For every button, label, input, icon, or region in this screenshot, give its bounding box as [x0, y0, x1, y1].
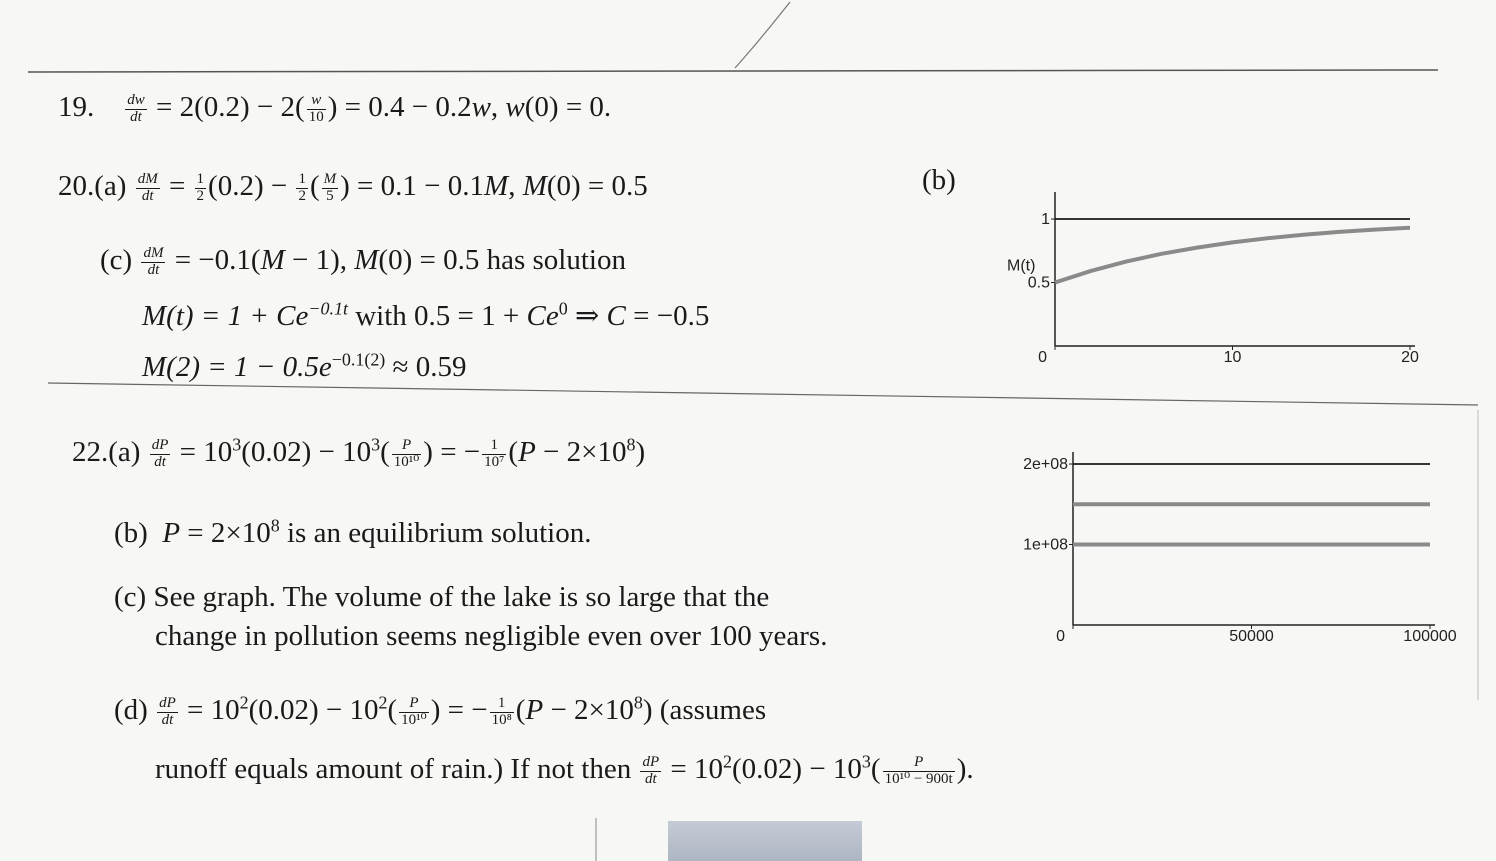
y-tick-label: 1 — [1041, 211, 1050, 229]
problem-22d: (d) $\frac{dP}{dt}$ = $10^2(0.02) - 10^2$( $\frac{P}{\text{10¹⁰}}$ ) = − $\frac{1}{\text{10⁸}}$ $(P - 2\times 10^8)$ (assumes — [114, 692, 767, 728]
problem-22c: (c) See graph. The volume of the lake is so large that the — [114, 581, 770, 613]
problem-20c: (c) $\frac{dM}{dt}$ = −0.1(M − 1), M(0) = 0.5 has solution — [100, 244, 626, 278]
graph-22c — [1000, 445, 1457, 655]
x-tick-label: 100000 — [1403, 628, 1457, 645]
x-tick-label: 0 — [1056, 628, 1065, 645]
graph-20b — [1000, 170, 1440, 370]
problem-19: 19. $\frac{dw}{dt}$ = 2(0.2) − 2( $\frac{w}{10}$ ) = 0.4 − 0.2w, w(0) = 0. — [58, 91, 612, 125]
problem-22d-cont: runoff equals amount of rain.) If not then $\frac{dP}{dt}$ = $10^2(0.02) - 10^3$( $\frac{P}{\text{10¹⁰ − 900t}}$ ). — [155, 751, 974, 787]
y-axis-label: M(t) — [1007, 257, 1036, 275]
x-tick-label: 10 — [1223, 349, 1242, 366]
problem-20c-value: $M(2) = 1 - 0.5e^{-0.1(2)} \approx 0.59$ — [142, 349, 467, 383]
problem-22c-cont: change in pollution seems negligible even over 100 years. — [155, 620, 828, 652]
problem-22b: (b) $P = 2\times 10^8$ is an equilibrium solution. — [114, 515, 592, 549]
derivative-fraction: $\frac{dw}{dt}$ — [127, 92, 145, 125]
scanner-artifact — [668, 821, 862, 861]
problem-20b-label: (b) — [922, 164, 956, 196]
problem-20a: 20.(a) $\frac{dM}{dt}$ = $\frac{1}{2}$ (0.2) − $\frac{1}{2}$ ( $\frac{M}{5}$ ) = 0.1 − 0.1M, M(0) = 0.5 — [58, 170, 648, 204]
x-tick-label: 0 — [1038, 349, 1047, 366]
y-tick-label: 0.5 — [1027, 274, 1050, 292]
x-tick-label: 20 — [1401, 349, 1419, 366]
y-tick-label: 1e+08 — [1023, 536, 1068, 554]
series-line-2 — [1055, 228, 1410, 283]
y-tick-label: 2e+08 — [1023, 456, 1068, 474]
problem-20c-solution: $M(t) = 1 + Ce^{-0.1t}$ with $0.5 = 1 + Ce^0$ ⇒ C = −0.5 — [142, 298, 710, 332]
problem-22a: 22.(a) $\frac{dP}{dt}$ = $10^3(0.02) - 10^3$( $\frac{P}{\text{10¹⁰}}$ ) = − $\frac{1}{\text{10⁷}}$ $(P - 2\times 10^8)$ — [72, 434, 646, 470]
x-tick-label: 50000 — [1229, 628, 1274, 645]
